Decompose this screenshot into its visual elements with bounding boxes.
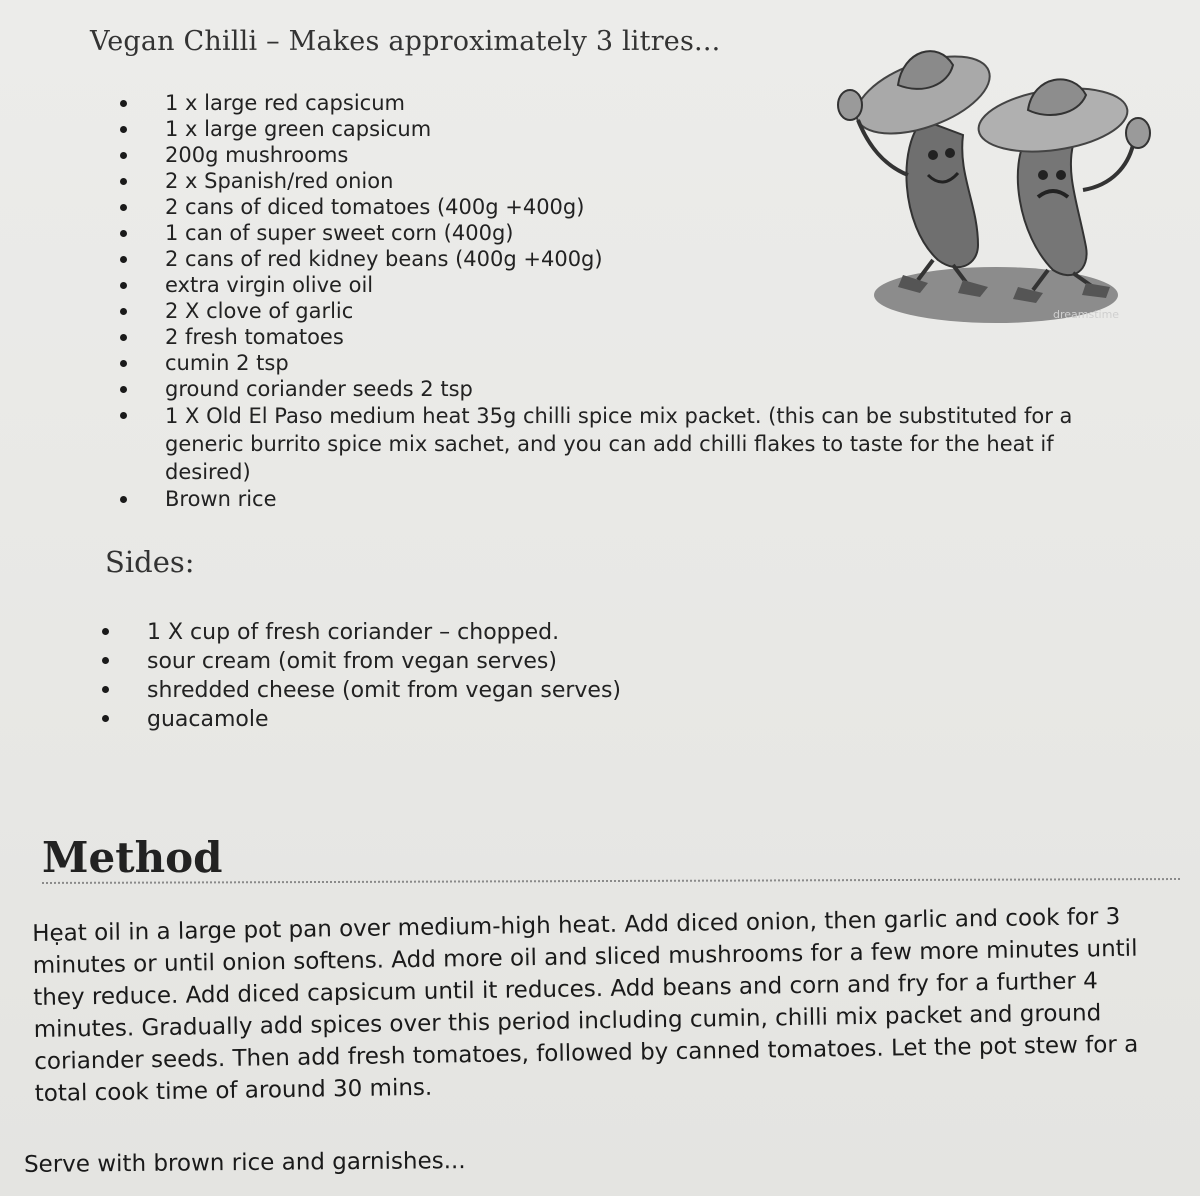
dancing-chilli-peppers-icon	[828, 25, 1163, 325]
method-paragraph: Hẹat oil in a large pot pan over medium-high heat. Add diced onion, then garlic and cook for 3 minutes or until onion softens. Add more oil and sliced mushrooms for a few more minutes until they reduce. Add diced capsicum until it reduces. Add beans and corn and fry for a further 4 minutes. Gradually add spices over this period including cumin, chilli mix packet and ground coriander seeds. Then add fresh tomatoes, followed by canned tomatoes. Let the pot stew for a total cook time of around 30 mins.	[32, 903, 1139, 1107]
serving-note: Serve with brown rice and garnishes...	[23, 1148, 466, 1178]
watermark-text: dreamstime	[1053, 308, 1120, 321]
ingredient-item: 2 x Spanish/red onion	[165, 168, 1140, 194]
ingredient-item: cumin 2 tsp	[165, 350, 1140, 376]
side-item: guacamole	[147, 705, 621, 734]
ingredient-item: extra virgin olive oil	[165, 272, 1140, 298]
side-item: 1 X cup of fresh coriander – chopped.	[147, 618, 621, 647]
side-item: sour cream (omit from vegan serves)	[147, 647, 621, 676]
ingredient-item: 1 X Old El Paso medium heat 35g chilli spice mix packet. (this can be substituted for a generic burrito spice mix sachet, and you can add chilli flakes to taste for the heat if desired)	[165, 402, 1140, 486]
method-heading: Method	[42, 833, 223, 882]
ingredient-item: 2 cans of red kidney beans (400g +400g)	[165, 246, 1140, 272]
ingredient-item: 1 can of super sweet corn (400g)	[165, 220, 1140, 246]
side-item: shredded cheese (omit from vegan serves)	[147, 678, 621, 703]
ingredient-item: ground coriander seeds 2 tsp	[165, 376, 1140, 402]
sides-list	[147, 618, 621, 734]
ingredient-item: 2 cans of diced tomatoes (400g +400g)	[165, 194, 1140, 220]
recipe-title: Vegan Chilli – Makes approximately 3 litres...	[90, 26, 721, 57]
sides-heading: Sides:	[105, 545, 195, 579]
ingredient-item: 1 x large green capsicum	[165, 116, 1140, 142]
ingredient-item: 200g mushrooms	[165, 142, 1140, 168]
ingredient-item: 2 X clove of garlic	[165, 298, 1140, 324]
ingredient-item: 2 fresh tomatoes	[165, 324, 1140, 350]
ingredient-item: Brown rice	[165, 486, 1140, 512]
ingredient-item: 1 x large red capsicum	[165, 90, 1140, 116]
